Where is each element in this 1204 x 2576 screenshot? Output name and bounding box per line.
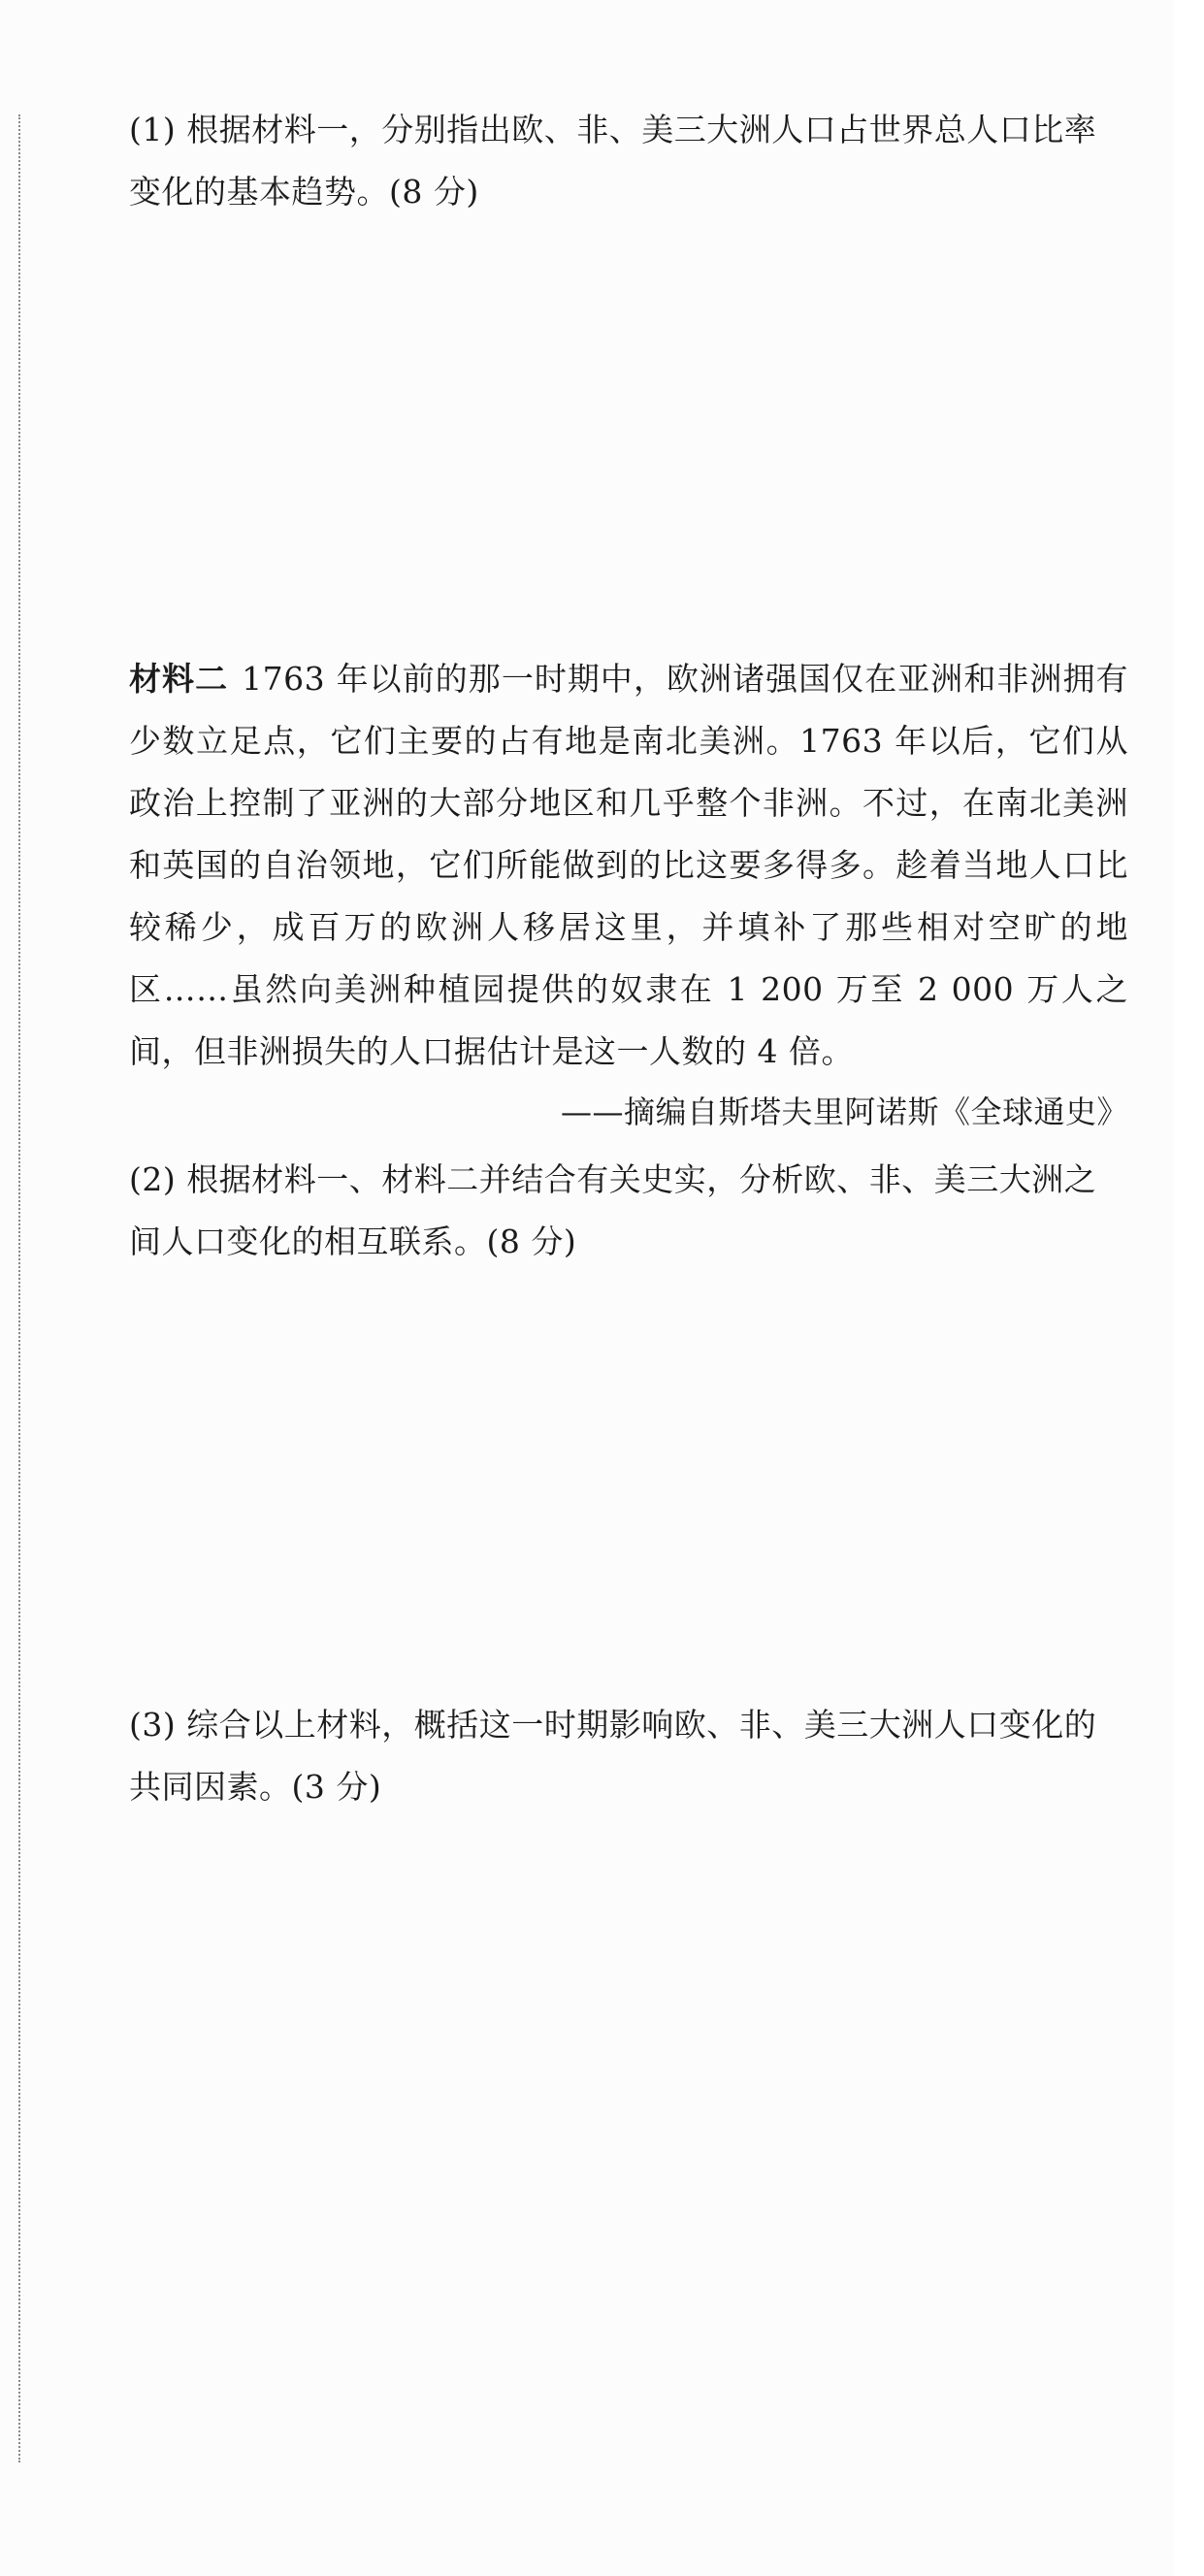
question-2 [129, 1149, 1128, 1273]
question-1-text: (1) 根据材料一，分别指出欧、非、美三大洲人口占世界总人口比率变化的基本趋势。(8 分) [129, 111, 1097, 211]
material-2-source: ——摘编自斯塔夫里阿诺斯《全球通史》 [560, 1093, 1128, 1130]
question-2-text: (2) 根据材料一、材料二并结合有关史实，分析欧、非、美三大洲之间人口变化的相互联系。(8 分) [129, 1160, 1097, 1260]
material-2-body: 1763 年以前的那一时期中，欧洲诸强国仅在亚洲和非洲拥有少数立足点，它们主要的占有地是南北美洲。1763 年以后，它们从政治上控制了亚洲的大部分地区和几乎整个非洲。不过，在南北美洲和英国的自治领地，它们所能做到的比这要多得多。趁着当地人口比较稀少，成百万的欧洲人移居这里，并填补了那些相对空旷的地区……虽然向美洲种植园提供的奴隶在 1 200 万至 2 000 万人之间，但非洲损失的人口据估计是这一人数的 4 倍。 [129, 660, 1128, 1070]
material-2 [129, 648, 1128, 1141]
question-3 [129, 1694, 1128, 1818]
material-2-label: 材料二 [129, 660, 229, 698]
question-3-text: (3) 综合以上材料，概括这一时期影响欧、非、美三大洲人口变化的共同因素。(3 分) [129, 1706, 1097, 1806]
question-1 [129, 99, 1128, 223]
material-2-paragraph [129, 648, 1128, 1083]
binding-dotted-line [18, 114, 20, 2462]
